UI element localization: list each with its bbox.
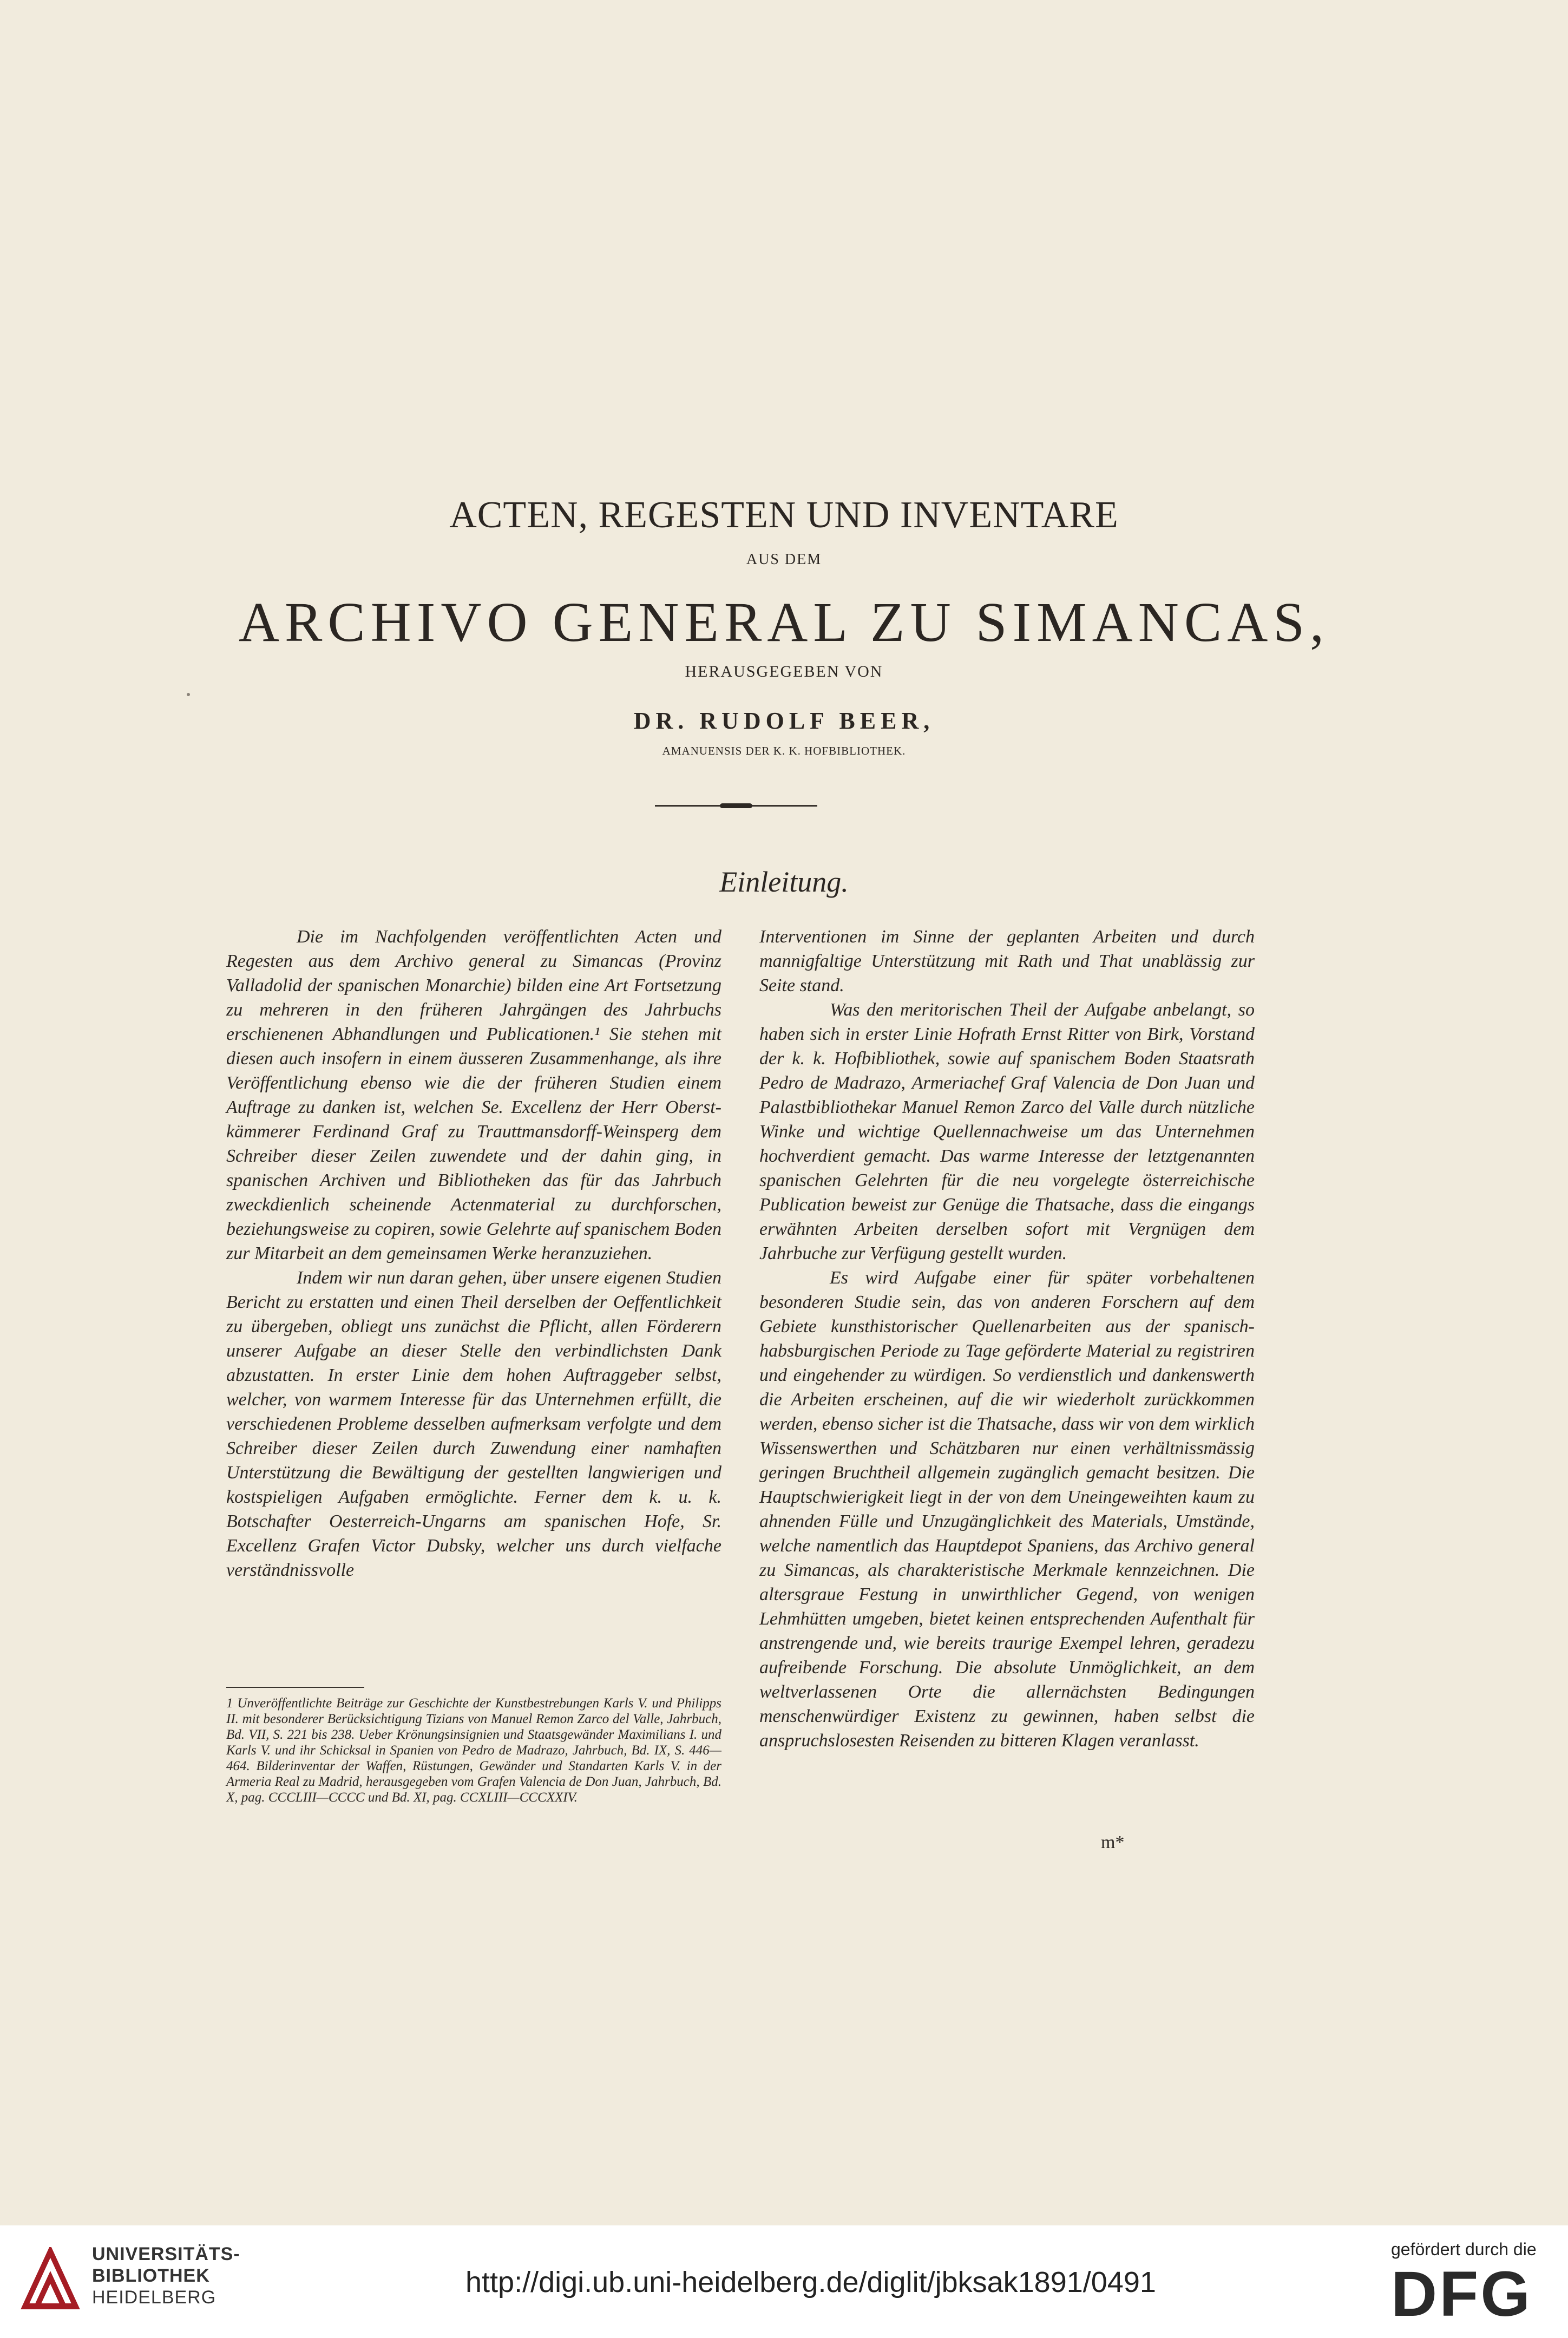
university-library-logo-icon — [21, 2247, 80, 2311]
library-name-line2: BIBLIOTHEK — [92, 2265, 210, 2286]
right-column — [759, 925, 1255, 1753]
footnote-rule — [226, 1687, 364, 1688]
author-role: AMANUENSIS DER K. K. HOFBIBLIOTHEK. — [662, 744, 906, 757]
paragraph: Indem wir nun daran gehen, über unsere eigenen Studien Bericht zu erstatten und einen Theil derselben der Oeffentlichkeit zu übergeben, obliegt uns zunächst die Pflicht, allen Förderern unserer Aufgabe an dieser Stelle den verbindlichsten Dank abzustatten. In erster Linie dem hohen Auftraggeber selbst, welcher, von warmem Interesse für das Unternehmen erfüllt, die verschiedenen Probleme desselben aufmerksam verfolgte und dem Schreiber dieser Zeilen durch Zuwendung einer namhaften Unterstützung die Bewältigung der gestellten langwierigen und kostspieligen Aufgaben ermöglichte. Ferner dem k. u. k. Botschafter Oesterreich-Ungarns am spanischen Hofe, Sr. Excellenz Grafen Victor Dubsky, welcher uns durch vielfache verständnissvolle — [226, 1268, 721, 1580]
footer-bar — [0, 2225, 1568, 2338]
dfg-logo: DFG — [1391, 2258, 1533, 2330]
dfg-caption: gefördert durch die — [1391, 2239, 1537, 2259]
author-name: DR. RUDOLF BEER, — [633, 708, 935, 734]
footnote: 1 Unveröffentlichte Beiträge zur Geschichte der Kunstbestrebungen Karls V. und Philipps II. mit besonderer Berücksichtigung Tizians von Manuel Remon Zarco del Valle, Jahrbuch, Bd. VII, S. 221 bis 238. Ueber Krönungsinsignien und Staatsgewänder Maximilians I. und Karls V. und ihr Schicksal in Spanien von Pedro de Madrazo, Jahrbuch, Bd. IX, S. 446—464. Bilderinventar der Waffen, Rüstungen, Gewänder und Standarten Karls V. in der Armeria Real zu Madrid, herausgegeben vom Grafen Valencia de Don Juan, Jahrbuch, Bd. X, pag. CCCLIII—CCCC und Bd. XI, pag. CCXLIII—CCCXXIV. — [226, 1696, 721, 1805]
paragraph: Es wird Aufgabe einer für später vorbehaltenen besonderen Studie sein, das von anderen Forschern auf dem Gebiete kunsthistorischer Quellenarbeiten aus der spanisch-habsburgischen Periode zu Tage geförderte Material zu registriren und eingehender zu würdigen. So verdienstlich und dankenswerth die Arbeiten erscheinen, auf die wir wiederholt zurückkommen werden, ebenso sicher ist die Thatsache, dass wir von dem wirklich Wissenswerthen und Schätzbaren nur einen verhältnissmässig geringen Bruchtheil allgemein zugänglich gemacht besitzen. Die Hauptschwierigkeit liegt in der von dem Uneingeweihten kaum zu ahnenden Fülle und Unzugänglichkeit des Materials, Umstände, welche namentlich das Hauptdepot Spaniens, das Archivo general zu Simancas, als charakteristische Merkmale kennzeichnen. Die altersgraue Festung in unwirthlicher Gegend, von wenigen Lehmhütten umgeben, bietet keinen entsprechenden Aufenthalt für anstrengende und, wie bereits traurige Exempel lehren, geradezu aufreibende Forschung. Die absolute Unmöglichkeit, an dem weltverlassenen Orte die allernächsten Bedingungen menschenwürdiger Existenz zu gewinnen, haben selbst die anspruchslosesten Reisenden zu bitteren Klagen veranlasst. — [759, 1268, 1255, 1751]
paragraph: Was den meritorischen Theil der Aufgabe anbelangt, so haben sich in erster Linie Hofrath Ernst Ritter von Birk, Vorstand der k. k. Hofbibliothek, sowie auf spanischem Boden Staatsrath Pedro de Madrazo, Armeriachef Graf Valencia de Don Juan und Palastbibliothekar Manuel Remon Zarco del Valle durch nützliche Winke und wichtige Quellennachweise um das Unternehmen hochverdient gemacht. Das warme Interesse der letztgenannten spanischen Gelehrten für die neu vorgelegte österreichische Publication beweist zur Genüge die Thatsache, dass die eingangs erwähnten Arbeiten derselben sofort mit Vergnügen dem Jahrbuche zur Verfügung gestellt wurden. — [759, 1000, 1255, 1263]
permalink-url[interactable]: http://digi.ub.uni-heidelberg.de/diglit/jbksak1891/0491 — [465, 2266, 1156, 2298]
page-speck — [187, 693, 190, 696]
left-column — [226, 925, 721, 1582]
section-title: Einleitung. — [719, 866, 849, 898]
paragraph: Interventionen im Sinne der geplanten Arbeiten und durch mannigfaltige Unterstützung mit Rath und That unablässig zur Seite stand. — [759, 927, 1255, 996]
ornament-divider-center — [720, 803, 752, 808]
library-name-line3: HEIDELBERG — [92, 2287, 216, 2308]
aus-dem-label: AUS DEM — [746, 551, 822, 568]
main-title: ACTEN, REGESTEN UND INVENTARE — [449, 494, 1119, 536]
editor-intro: HERAUSGEGEBEN VON — [685, 663, 883, 680]
signature-mark: m* — [1101, 1832, 1125, 1852]
archive-title: ARCHIVO GENERAL ZU SIMANCAS, — [238, 591, 1330, 653]
paragraph: Die im Nachfolgenden veröffentlichten Acten und Regesten aus dem Archivo general zu Simancas (Provinz Valladolid der spanischen Monarchie) bilden eine Art Fortsetzung zu mehreren in den früheren Jahrgängen des Jahrbuchs erschienenen Abhandlungen und Publicationen.¹ Sie stehen mit diesen auch insofern in einem äusseren Zusammenhange, als ihre Veröffentlichung ebenso wie die der früheren Studien einem Auftrage zu danken ist, welchen Se. Excellenz der Herr Oberst-kämmerer Ferdinand Graf zu Trauttmansdorff-Weinsperg dem Schreiber dieser Zeilen zuwendete und der dahin ging, in spanischen Archiven und Bibliotheken das für das Jahrbuch zweckdienlich scheinende Actenmaterial zu durchforschen, beziehungsweise zu copiren, sowie Gelehrte auf spanischem Boden zur Mitarbeit an dem gemeinsamen Werke heranzuziehen. — [226, 927, 721, 1263]
library-name-line1: UNIVERSITÄTS- — [92, 2244, 240, 2264]
